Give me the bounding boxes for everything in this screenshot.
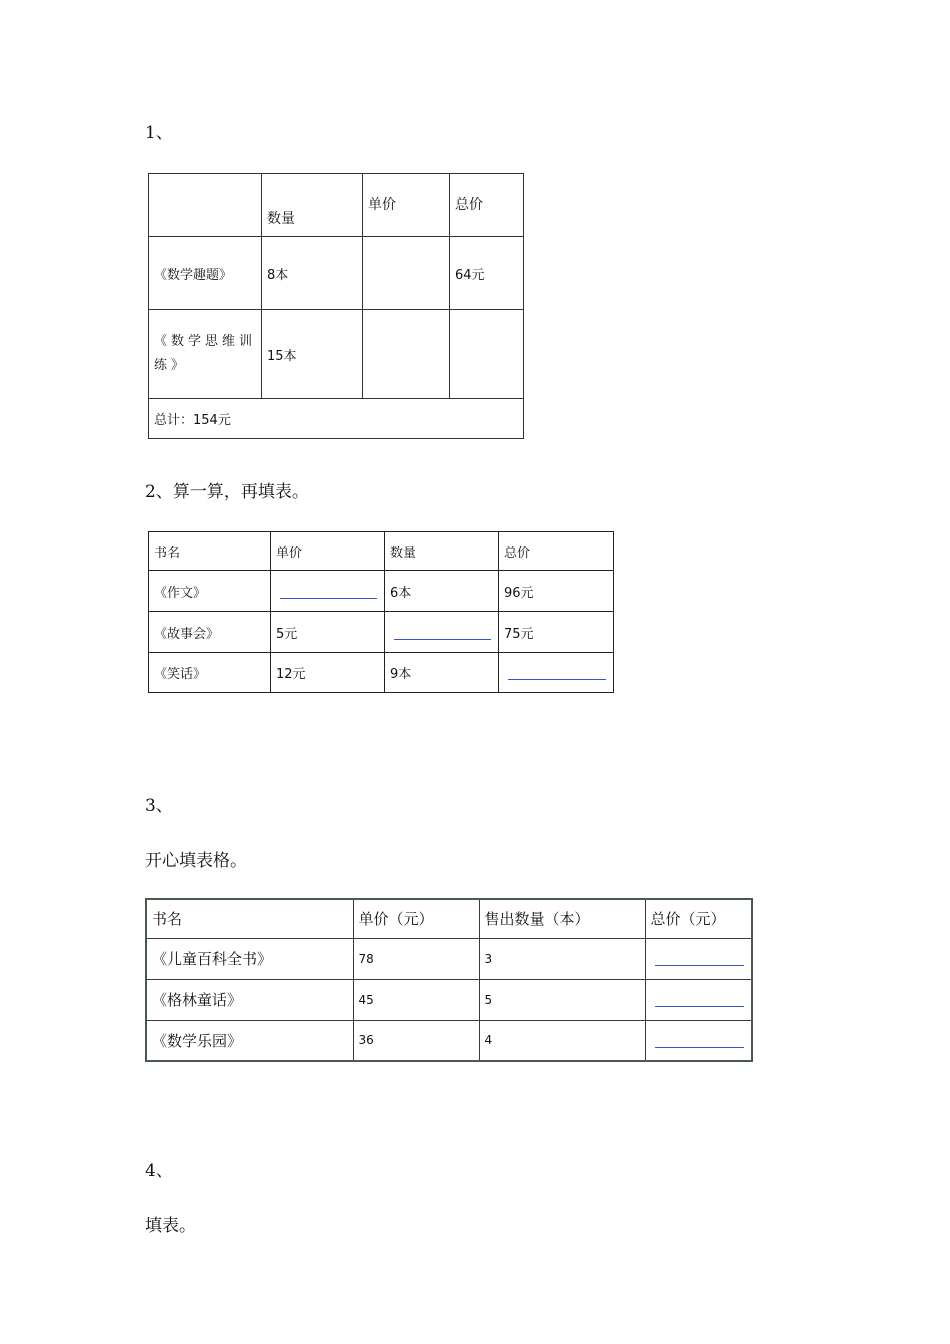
table-1-header-price: 单价 [363,174,450,237]
answer-blank-line[interactable] [655,965,745,966]
book-name: 《格林童话》 [146,979,353,1020]
quantity: 9本 [385,653,499,693]
quantity: 3 [479,938,645,979]
table-2-header-row [149,532,614,571]
answer-blank-line[interactable] [655,1006,745,1007]
section4-heading: 填表。 [145,1216,196,1236]
section3-heading: 开心填表格。 [145,851,247,871]
price-blank[interactable] [271,571,385,612]
quantity-blank[interactable] [385,612,499,653]
total: 64元 [450,237,524,310]
answer-blank-line[interactable] [508,679,606,680]
table-row [149,310,524,399]
table-1-header-cell [149,174,262,237]
quantity: 6本 [385,571,499,612]
price: 78 [353,938,479,979]
quantity: 15本 [262,310,363,399]
table-row [149,237,524,310]
table-2 [148,531,614,693]
table-row [146,1020,752,1061]
section1-number: 1、 [145,123,173,143]
table-3-header-row [146,899,752,938]
section3-number: 3、 [145,796,173,816]
book-name: 《故事会》 [149,612,271,653]
total-blank[interactable] [645,979,752,1020]
header-price: 单价 [271,532,385,571]
table-1-header-total: 总价 [450,174,524,237]
price [363,237,450,310]
grand-total: 总计：154元 [149,399,524,439]
header-total: 总价（元） [645,899,752,938]
book-name: 《数学思维训练》 [149,310,262,399]
table-1-footer-row [149,399,524,439]
table-row [149,653,614,693]
header-book-name: 书名 [149,532,271,571]
section4-number: 4、 [145,1161,173,1181]
price: 5元 [271,612,385,653]
header-book-name: 书名 [146,899,353,938]
table-1-header-qty: 数量 [262,174,363,237]
answer-blank-line[interactable] [655,1047,745,1048]
section2-heading: 2、算一算，再填表。 [145,482,309,502]
book-name: 《作文》 [149,571,271,612]
total: 96元 [499,571,614,612]
price: 45 [353,979,479,1020]
price [363,310,450,399]
table-3 [145,898,753,1062]
total: 75元 [499,612,614,653]
quantity: 5 [479,979,645,1020]
header-quantity: 售出数量（本） [479,899,645,938]
header-price: 单价（元） [353,899,479,938]
quantity: 4 [479,1020,645,1061]
header-total: 总价 [499,532,614,571]
table-row [149,612,614,653]
quantity: 8本 [262,237,363,310]
book-name: 《数学乐园》 [146,1020,353,1061]
table-row [149,571,614,612]
total-blank[interactable] [645,938,752,979]
answer-blank-line[interactable] [394,639,491,640]
book-name: 《笑话》 [149,653,271,693]
header-quantity: 数量 [385,532,499,571]
total-blank[interactable] [499,653,614,693]
price: 12元 [271,653,385,693]
answer-blank-line[interactable] [280,598,377,599]
book-name: 《儿童百科全书》 [146,938,353,979]
book-name: 《数学趣题》 [149,237,262,310]
price: 36 [353,1020,479,1061]
total-blank[interactable] [645,1020,752,1061]
table-row [146,979,752,1020]
total [450,310,524,399]
table-row [146,938,752,979]
table-1 [148,173,524,439]
table-1-header-row [149,174,524,237]
